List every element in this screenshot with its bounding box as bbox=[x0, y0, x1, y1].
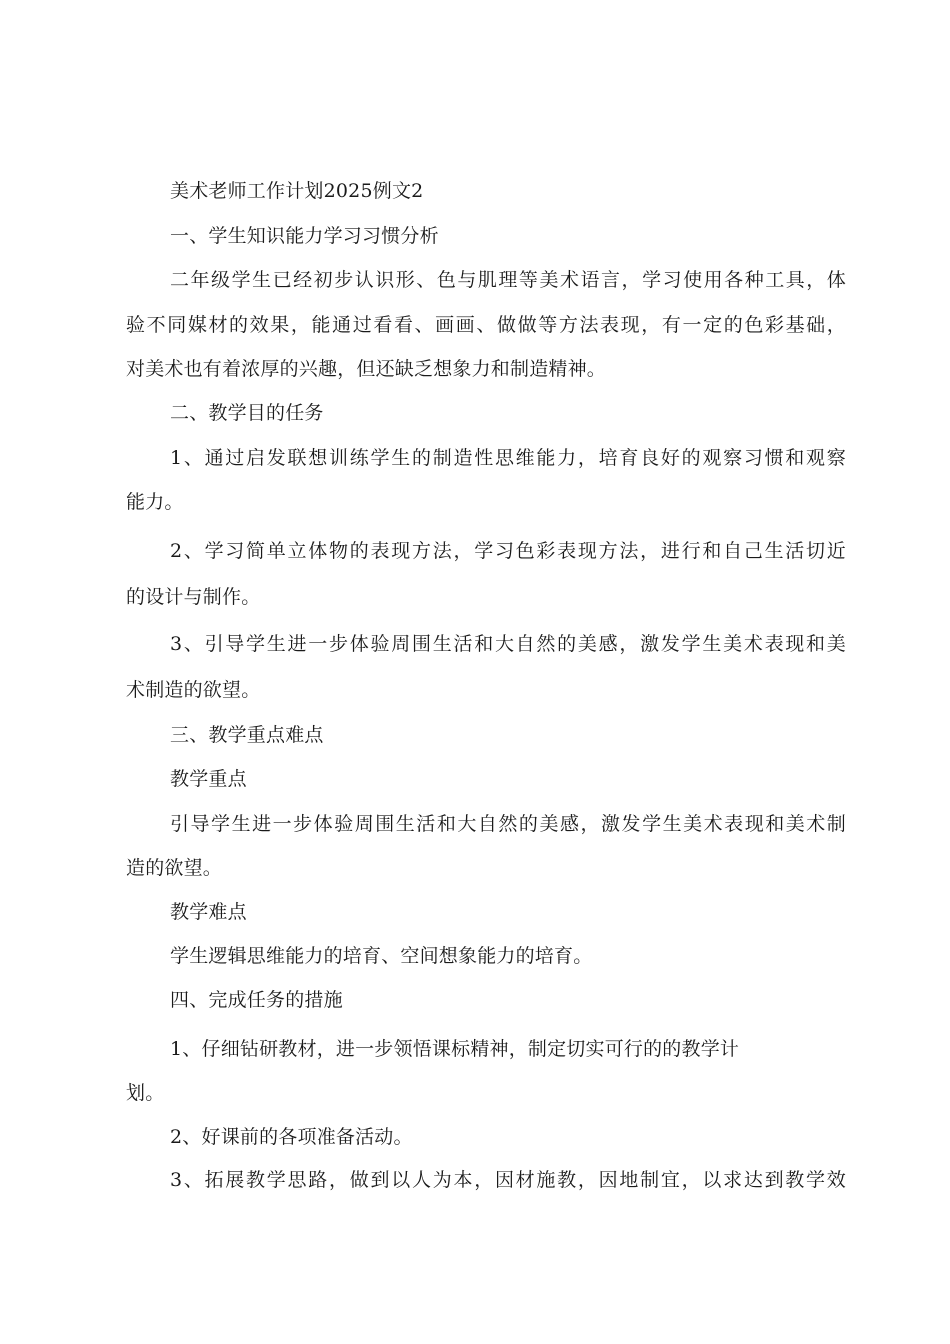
section-heading-2: 二、教学目的任务 bbox=[170, 402, 324, 424]
paragraph-line: 2、学习简单立体物的表现方法，学习色彩表现方法，进行和自己生活切近 bbox=[170, 540, 846, 562]
paragraph-line: 术制造的欲望。 bbox=[126, 679, 261, 701]
section-heading-3: 三、教学重点难点 bbox=[170, 724, 324, 746]
paragraph-line: 学生逻辑思维能力的培育、空间想象能力的培育。 bbox=[170, 945, 593, 967]
paragraph-line: 的设计与制作。 bbox=[126, 586, 261, 608]
subheading-key-points: 教学重点 bbox=[170, 768, 247, 790]
section-heading-4: 四、完成任务的措施 bbox=[170, 989, 343, 1011]
paragraph-line: 3、拓展教学思路，做到以人为本，因材施教，因地制宜，以求达到教学效 bbox=[170, 1169, 846, 1191]
paragraph-line: 验不同媒材的效果，能通过看看、画画、做做等方法表现，有一定的色彩基础， bbox=[126, 314, 846, 336]
section-heading-1: 一、学生知识能力学习习惯分析 bbox=[170, 225, 439, 247]
paragraph-line: 对美术也有着浓厚的兴趣，但还缺乏想象力和制造精神。 bbox=[126, 358, 607, 380]
paragraph-line: 二年级学生已经初步认识形、色与肌理等美术语言，学习使用各种工具，体 bbox=[170, 269, 846, 291]
paragraph-line: 3、引导学生进一步体验周围生活和大自然的美感，激发学生美术表现和美 bbox=[170, 633, 846, 655]
paragraph-line: 1、通过启发联想训练学生的制造性思维能力，培育良好的观察习惯和观察 bbox=[170, 447, 846, 469]
paragraph-line: 引导学生进一步体验周围生活和大自然的美感，激发学生美术表现和美术制 bbox=[170, 813, 846, 835]
subheading-difficulties: 教学难点 bbox=[170, 901, 247, 923]
paragraph-line: 2、好课前的各项准备活动。 bbox=[170, 1126, 413, 1148]
paragraph-line: 1、仔细钻研教材，进一步领悟课标精神，制定切实可行的的教学计 bbox=[170, 1038, 740, 1060]
paragraph-line: 划。 bbox=[126, 1082, 165, 1104]
document-title: 美术老师工作计划2025例文2 bbox=[170, 180, 424, 202]
paragraph-line: 能力。 bbox=[126, 491, 184, 513]
paragraph-line: 造的欲望。 bbox=[126, 857, 223, 879]
